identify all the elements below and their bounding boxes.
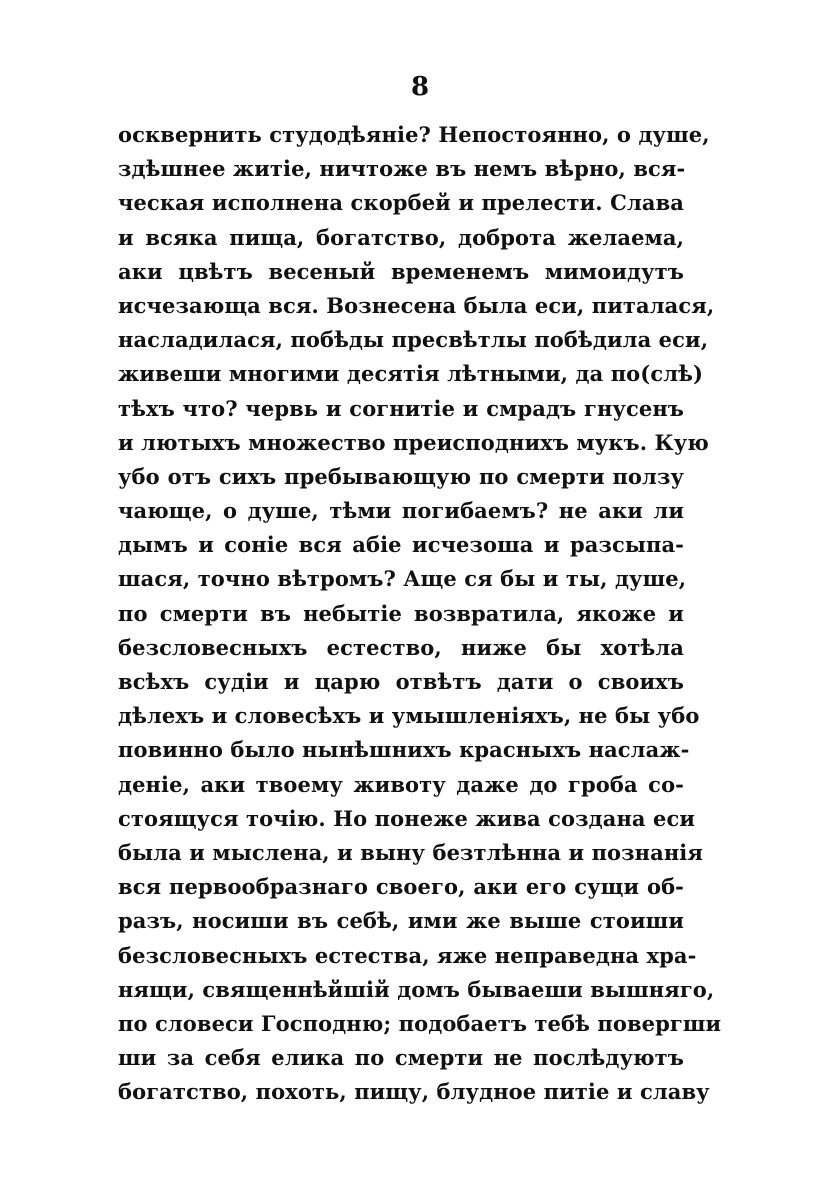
- text-line: деніе, аки твоему животу даже до гроба со-: [118, 771, 684, 797]
- text-line: убо отъ сихъ пребывающую по смерти ползу: [118, 463, 684, 489]
- text-line: ческая исполнена скорбей и прелести. Слава: [118, 190, 684, 216]
- text-line: повинно было нынѣшнихъ красныхъ наслаж-: [118, 737, 690, 763]
- text-line: осквернить студодѣяніе? Непостоянно, о душе,: [118, 122, 710, 147]
- text-line: дѣлехъ и словесѣхъ и умышленіяхъ, не бы убо: [118, 703, 700, 729]
- text-line: шася, точно вѣтромъ? Аще ся бы и ты, душе,: [118, 566, 687, 592]
- text-line: насладилася, побѣды пресвѣтлы побѣдила еси,: [118, 327, 709, 353]
- text-line: стоящуся точію. Но понеже жива создана еси: [118, 805, 696, 831]
- text-line: здѣшнее житіе, ничтоже въ немъ вѣрно, вся-: [118, 156, 686, 182]
- text-line: и лютыхъ множество преисподнихъ мукъ. Кую: [118, 429, 709, 455]
- text-line: исчезающа вся. Вознесена была еси, питалася,: [118, 292, 715, 318]
- text-line: была и мыслена, и выну безтлѣнна и познанія: [118, 839, 703, 865]
- text-line: ши за себя елика по смерти не послѣдуютъ: [118, 1045, 684, 1071]
- text-line: по словеси Господню; подобаетъ тебѣ повергши: [118, 1010, 722, 1036]
- text-line: безсловесныхъ естество, ниже бы хотѣла: [118, 634, 684, 660]
- text-line: дымъ и соніе вся абіе исчезоша и разсыпа-: [118, 532, 684, 558]
- page-number: 8: [410, 72, 430, 102]
- text-line: нящи, священнѣйшій домъ бываеши вышняго,: [118, 976, 715, 1002]
- body-text: [118, 118, 722, 1109]
- text-line: аки цвѣтъ весеный временемъ мимоидутъ: [118, 258, 684, 284]
- text-line: тѣхъ что? червь и согнитіе и смрадъ гнусенъ: [118, 395, 684, 421]
- text-line: безсловесныхъ естества, яже неправедна хра-: [118, 942, 697, 968]
- text-line: и всяка пища, богатство, доброта желаема,: [118, 224, 684, 250]
- text-line: разъ, носиши въ себѣ, ими же выше стоиши: [118, 908, 684, 934]
- text-line: всѣхъ судіи и царю отвѣтъ дати о своихъ: [118, 669, 684, 694]
- text-line: богатство, похоть, пищу, блудное питіе и славу: [118, 1079, 710, 1105]
- text-line: вся первообразнаго своего, аки его сущи об-: [118, 874, 684, 900]
- text-line: по смерти въ небытіе возвратила, якоже и: [118, 600, 684, 626]
- text-line: чающе, о душе, тѣми погибаемъ? не аки ли: [118, 498, 684, 524]
- text-line: живеши многими десятія лѣтными, да по(слѣ): [118, 361, 704, 387]
